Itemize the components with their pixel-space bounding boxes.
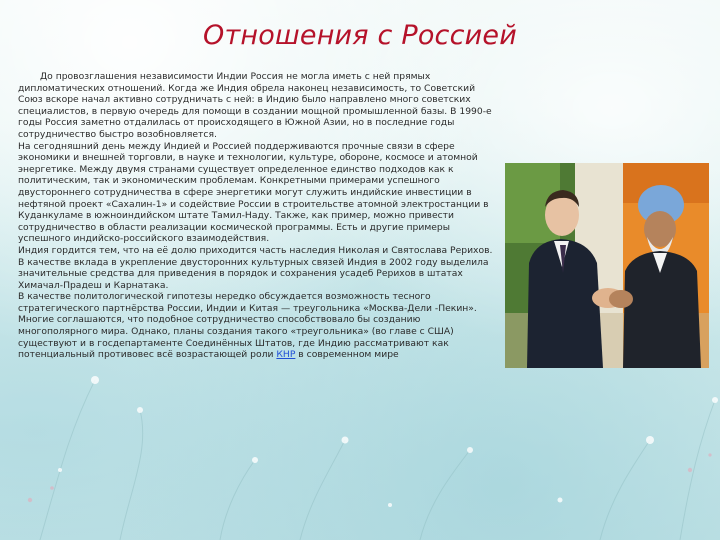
paragraph-last [18, 291, 498, 361]
knr-link[interactable]: КНР [276, 349, 296, 361]
paragraph-tail: в современном мире [295, 349, 399, 361]
body-text [18, 71, 498, 361]
paragraph: До провозглашения независимости Индии Россия не могла иметь с ней прямых дипломатических отношений. Когда же Индия обрела наконец независимость, то Советский Союз вскоре начал активно сотрудничать с ней: в Индию было направлено много советских специалистов, в первую очередь для помощи в создании мощной промышленной базы. В 1990-е годы Россия заметно отдалилась от происходящего в Южной Азии, но в последние годы сотрудничество быстро возобновляется. [18, 71, 492, 140]
paragraph: Индия гордится тем, что на её долю приходится часть наследия Николая и Святослава Рерихов. В качестве вклада в укрепление двусторонних культурных связей Индия в 2002 году выделила значительные средства для приведения в порядок и сохранения усадеб Рерихов в штатах Химачал-Прадеш и Карнатака. [18, 244, 493, 291]
leaders-photo [505, 163, 709, 368]
page-title: Отношения с Россией [203, 20, 517, 51]
paragraph: На сегодняшний день между Индией и Россией поддерживаются прочные связи в сфере экономики и внешней торговли, в науке и технологии, культуре, обороне, космосе и атомной энергетике. Между двумя странами существует определенное единство подходов как к политическим, так и экономическим проблемам. Конкретными примерами успешного двустороннего сотрудничества в сфере энергетики могут служить индийские инвестиции в нефтяной проект «Сахалин-1» и содействие России в строительстве атомной электростанции в Куданкуламе в южноиндийском штате Тамил-Наду. Также, как пример, можно привести сотрудничество в области реализации космической программы. Есть и другие примеры успешного индийско-российского взаимодействия. [18, 140, 489, 245]
paragraph-text: В качестве политологической гипотезы нередко обсуждается возможность тесного стратегического партнёрства России, Индии и Китая — треугольника «Москва-Дели -Пекин». Многие соглашаются, что подобное сотрудничество способствовало бы созданию многополярного мира. Однако, планы создания такого «треугольника» (во главе с США) существуют и в госдепартаменте Соединённых Штатов, где Индию рассматривают как потенциальный противовес всё возрастающей роли [18, 291, 477, 361]
